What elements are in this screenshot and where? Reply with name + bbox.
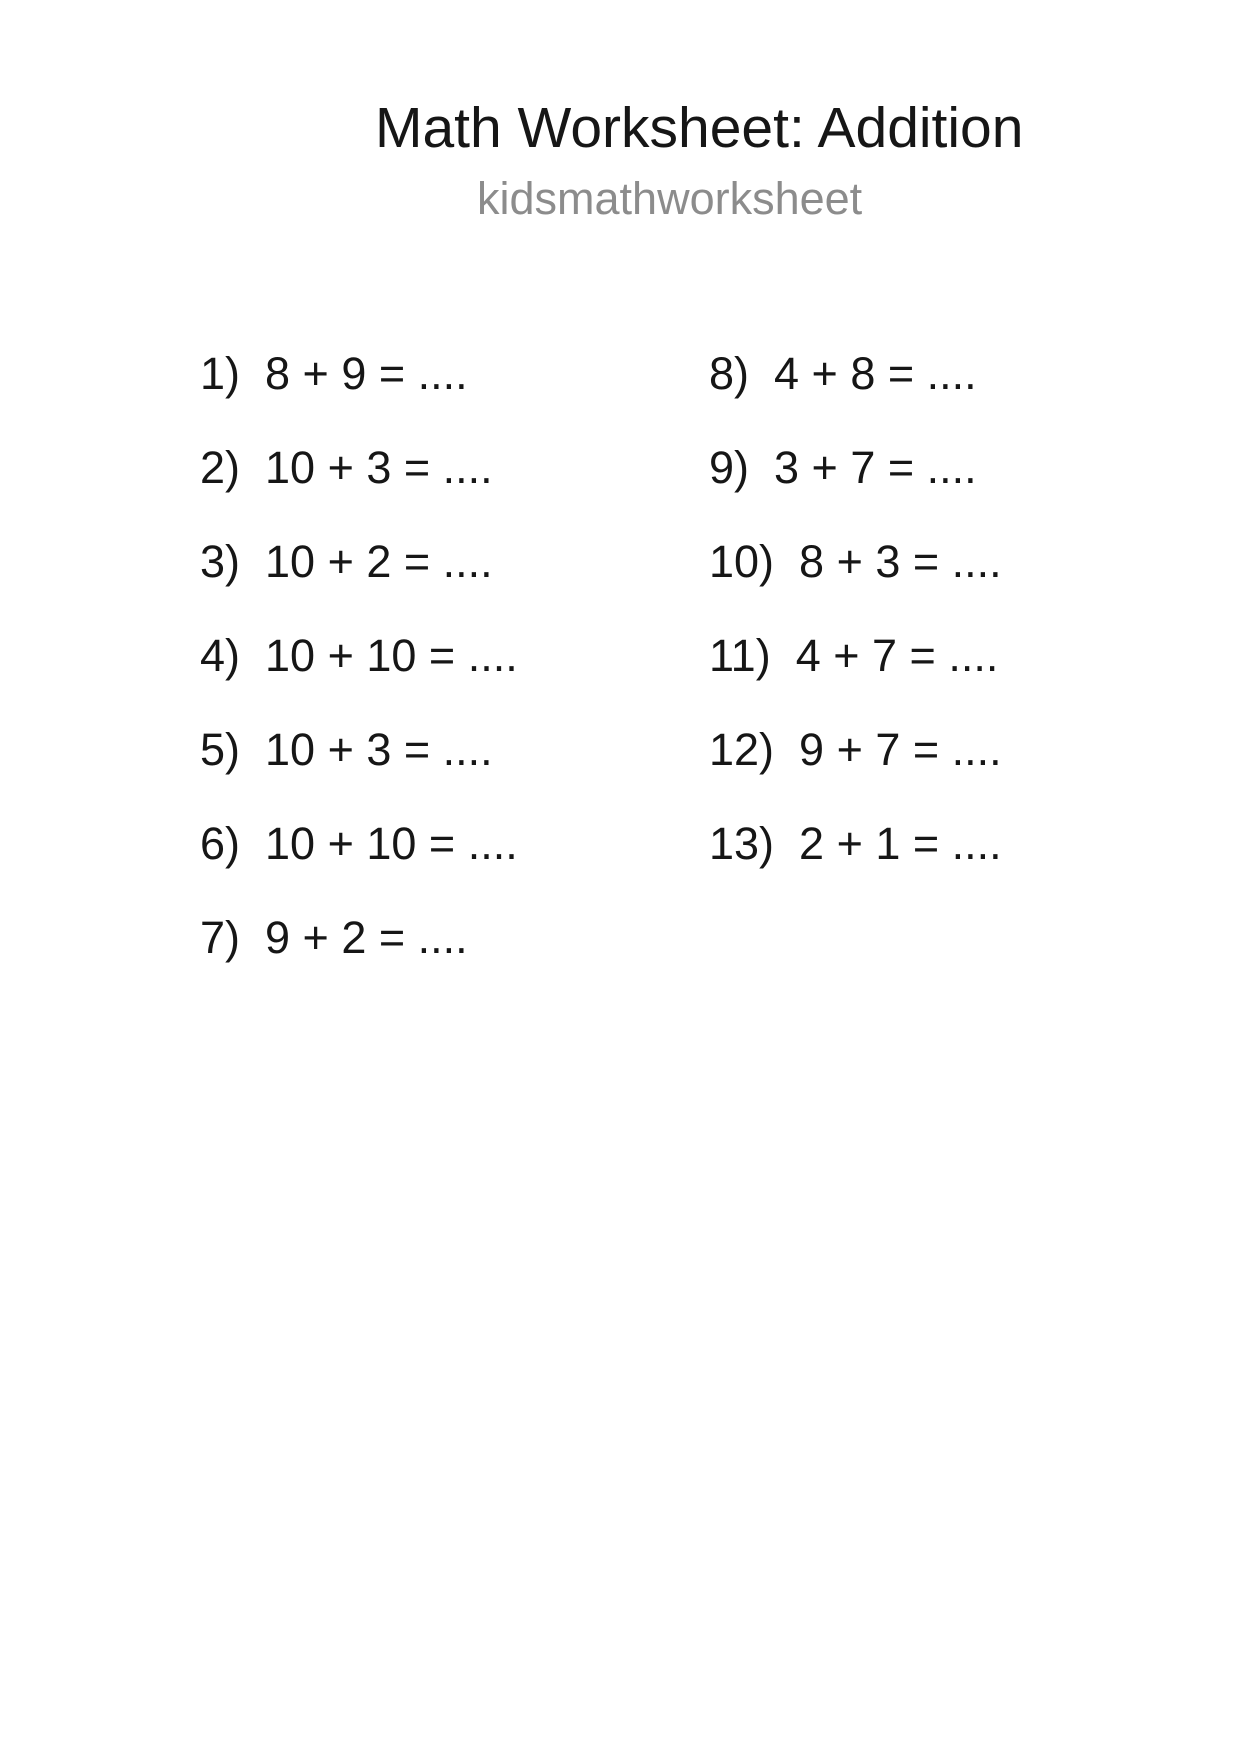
problem-number: 3) [200,536,241,587]
problem-number: 4) [200,630,241,681]
problem-row [709,348,1002,445]
problem-expression: 10 + 10 = .... [265,630,518,681]
problem-number: 12) [709,724,775,775]
problems-column-right [709,348,1002,915]
problem-row [200,818,518,915]
problem-expression: 10 + 2 = .... [265,536,493,587]
page-subtitle: kidsmathworksheet [477,173,863,224]
problem-number: 11) [709,630,771,681]
problem-number: 6) [200,818,241,869]
problem-number: 7) [200,912,241,963]
problem-row [200,912,518,1009]
problem-expression: 9 + 2 = .... [265,912,468,963]
problem-row [200,630,518,727]
problem-number: 1) [200,348,241,399]
problem-row [709,536,1002,633]
problem-number: 9) [709,442,750,493]
problem-row [200,348,518,445]
problem-expression: 10 + 10 = .... [265,818,518,869]
problem-expression: 10 + 3 = .... [265,724,493,775]
problem-number: 5) [200,724,241,775]
problem-expression: 2 + 1 = .... [799,818,1002,869]
problem-number: 10) [709,536,775,587]
problem-number: 8) [709,348,750,399]
problem-expression: 10 + 3 = .... [265,442,493,493]
problem-number: 2) [200,442,241,493]
problem-number: 13) [709,818,775,869]
problem-row [709,442,1002,539]
problem-row [200,536,518,633]
problem-expression: 8 + 3 = .... [799,536,1002,587]
problem-expression: 4 + 7 = .... [795,630,999,681]
problems-column-left [200,348,518,1009]
problem-expression: 4 + 8 = .... [774,348,977,399]
problem-row [200,442,518,539]
problem-expression: 8 + 9 = .... [265,348,468,399]
problem-row [709,724,1002,821]
problem-row [709,630,1002,727]
page-title: Math Worksheet: Addition [375,96,1024,160]
problem-row [709,818,1002,915]
problem-row [200,724,518,821]
problem-expression: 9 + 7 = .... [799,724,1002,775]
problem-expression: 3 + 7 = .... [774,442,977,493]
